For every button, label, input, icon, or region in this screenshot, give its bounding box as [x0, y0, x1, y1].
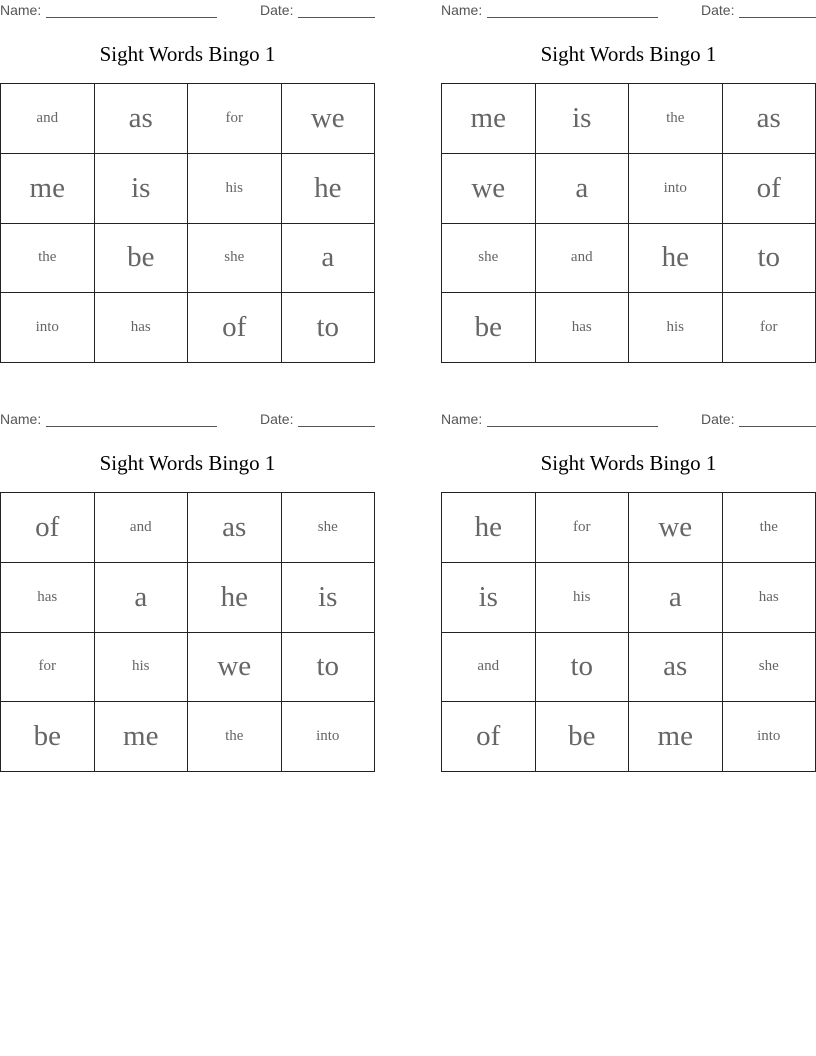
bingo-cell: he: [442, 493, 536, 563]
date-label: Date:: [260, 2, 294, 18]
bingo-cell: his: [188, 154, 282, 224]
bingo-cell: be: [442, 293, 536, 363]
bingo-grid: [0, 83, 375, 363]
bingo-cell: and: [95, 493, 189, 563]
bingo-cell: be: [1, 702, 95, 772]
name-date-row: [0, 411, 375, 429]
bingo-cell: has: [536, 293, 630, 363]
bingo-cell: his: [629, 293, 723, 363]
bingo-cell: to: [723, 224, 816, 294]
bingo-cell: is: [442, 563, 536, 633]
date-blank-line: [739, 426, 816, 427]
bingo-cell: a: [629, 563, 723, 633]
bingo-cell: to: [282, 633, 376, 703]
bingo-grid: [0, 492, 375, 772]
card-title: Sight Words Bingo 1: [540, 451, 717, 475]
date-blank-line: [739, 17, 816, 18]
bingo-cell: me: [442, 84, 536, 154]
name-label: Name:: [0, 2, 42, 18]
card-title: Sight Words Bingo 1: [540, 42, 717, 66]
bingo-cell: the: [723, 493, 816, 563]
bingo-cell: his: [95, 633, 189, 703]
bingo-cell: is: [95, 154, 189, 224]
bingo-grid: [441, 83, 816, 363]
bingo-cell: and: [1, 84, 95, 154]
bingo-cell: she: [442, 224, 536, 294]
bingo-cell: a: [536, 154, 630, 224]
date-label: Date:: [260, 411, 294, 427]
name-label: Name:: [0, 411, 42, 427]
bingo-cell: and: [442, 633, 536, 703]
bingo-cell: into: [629, 154, 723, 224]
name-blank-line: [487, 426, 658, 427]
bingo-cell: for: [1, 633, 95, 703]
bingo-cell: as: [188, 493, 282, 563]
name-label: Name:: [441, 2, 483, 18]
bingo-cell: into: [282, 702, 376, 772]
bingo-cell: and: [536, 224, 630, 294]
bingo-cell: is: [536, 84, 630, 154]
bingo-cell: we: [188, 633, 282, 703]
bingo-cell: the: [1, 224, 95, 294]
bingo-cell: as: [629, 633, 723, 703]
bingo-cell: of: [723, 154, 816, 224]
bingo-cell: into: [1, 293, 95, 363]
card-title: Sight Words Bingo 1: [99, 451, 276, 475]
name-blank-line: [487, 17, 658, 18]
bingo-cell: me: [95, 702, 189, 772]
name-blank-line: [46, 17, 217, 18]
bingo-cell: is: [282, 563, 376, 633]
bingo-cell: to: [282, 293, 376, 363]
date-blank-line: [298, 426, 375, 427]
name-date-row: [441, 411, 816, 429]
name-blank-line: [46, 426, 217, 427]
bingo-cell: the: [188, 702, 282, 772]
date-blank-line: [298, 17, 375, 18]
bingo-cell: for: [723, 293, 816, 363]
bingo-cell: me: [1, 154, 95, 224]
date-label: Date:: [701, 2, 735, 18]
bingo-cell: he: [188, 563, 282, 633]
bingo-cell: for: [536, 493, 630, 563]
bingo-cell: into: [723, 702, 816, 772]
card-title: Sight Words Bingo 1: [99, 42, 276, 66]
bingo-cell: to: [536, 633, 630, 703]
bingo-cell: she: [723, 633, 816, 703]
bingo-cell: of: [442, 702, 536, 772]
bingo-cell: he: [629, 224, 723, 294]
bingo-cell: be: [536, 702, 630, 772]
date-label: Date:: [701, 411, 735, 427]
bingo-cell: of: [1, 493, 95, 563]
bingo-cell: the: [629, 84, 723, 154]
bingo-cell: she: [282, 493, 376, 563]
bingo-cell: of: [188, 293, 282, 363]
bingo-cell: we: [442, 154, 536, 224]
bingo-cell: she: [188, 224, 282, 294]
bingo-cell: as: [95, 84, 189, 154]
bingo-cell: a: [95, 563, 189, 633]
bingo-cell: he: [282, 154, 376, 224]
name-date-row: [441, 2, 816, 20]
bingo-grid: [441, 492, 816, 772]
bingo-cell: we: [282, 84, 376, 154]
bingo-cell: a: [282, 224, 376, 294]
name-label: Name:: [441, 411, 483, 427]
bingo-cell: has: [723, 563, 816, 633]
bingo-cell: be: [95, 224, 189, 294]
name-date-row: [0, 2, 375, 20]
bingo-cell: has: [1, 563, 95, 633]
bingo-cell: his: [536, 563, 630, 633]
bingo-cell: me: [629, 702, 723, 772]
bingo-cell: has: [95, 293, 189, 363]
bingo-cell: as: [723, 84, 816, 154]
bingo-cell: for: [188, 84, 282, 154]
bingo-cell: we: [629, 493, 723, 563]
